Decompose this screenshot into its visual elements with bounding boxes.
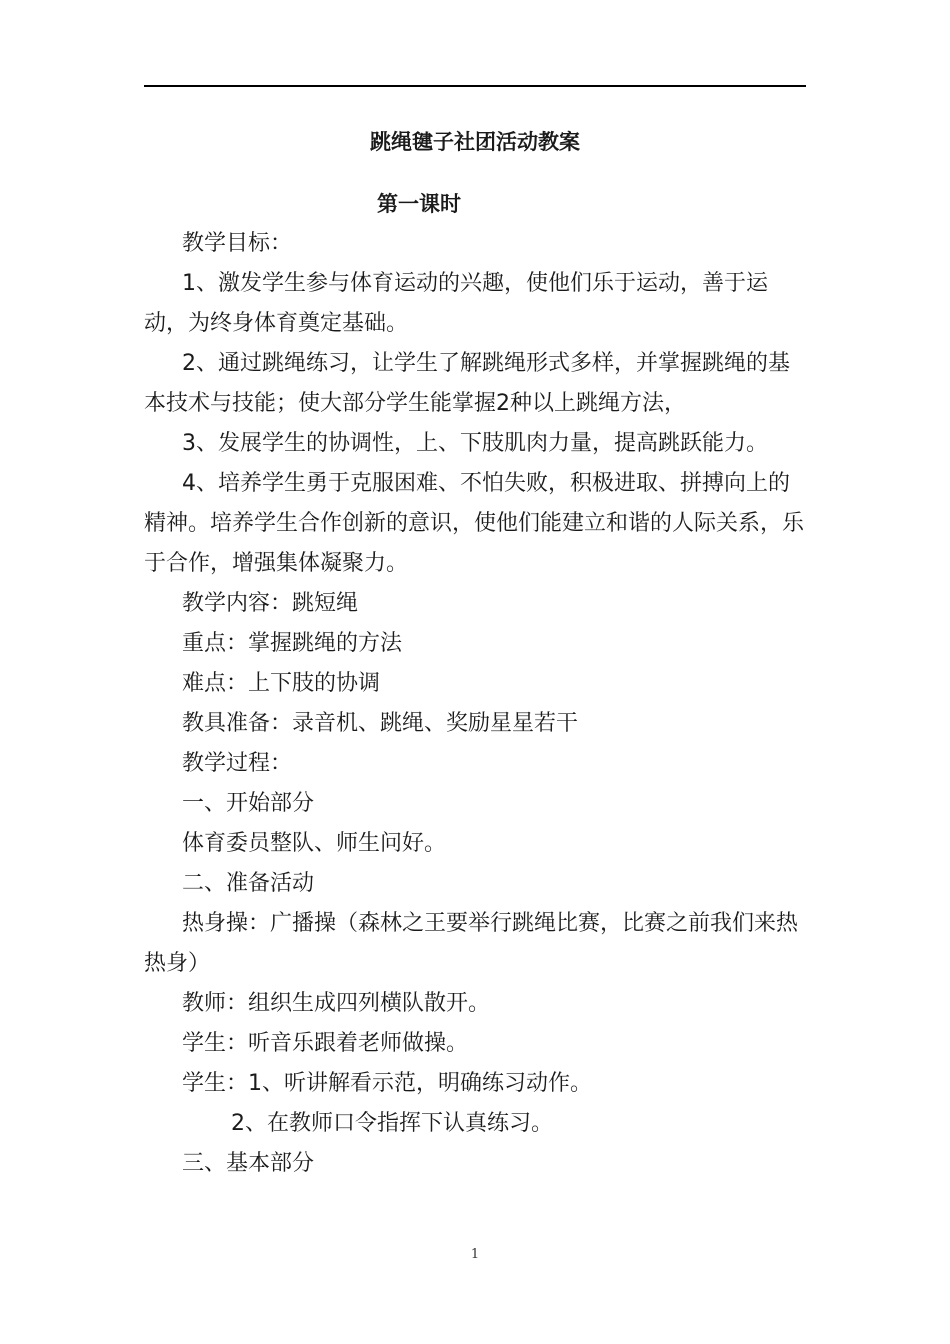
document-body — [144, 224, 808, 1184]
teaching-aids: 教具准备：录音机、跳绳、奖励星星若干 — [182, 711, 579, 736]
part-two-heading: 二、准备活动 — [182, 871, 315, 896]
difficult-point: 难点：上下肢的协调 — [182, 671, 381, 696]
objective-3: 3、发展学生的协调性，上、下肢肌肉力量，提高跳跃能力。 — [182, 431, 768, 456]
teacher-line: 教师：组织生成四列横队散开。 — [182, 991, 491, 1016]
warmup-line: 热身操：广播操（森林之王要举行跳绳比赛，比赛之前我们来热热身） — [144, 911, 799, 976]
page-number: 1 — [470, 1247, 480, 1262]
teaching-content: 教学内容：跳短绳 — [182, 591, 359, 616]
part-one-heading: 一、开始部分 — [182, 791, 315, 816]
part-one-line: 体育委员整队、师生问好。 — [182, 831, 447, 856]
objective-2: 2、通过跳绳练习，让学生了解跳绳形式多样，并掌握跳绳的基本技术与技能；使大部分学生能掌握2种以上跳绳方法， — [144, 351, 790, 416]
key-point: 重点：掌握跳绳的方法 — [182, 631, 403, 656]
part-three-heading: 三、基本部分 — [182, 1151, 315, 1176]
document-title: 跳绳毽子社团活动教案 — [370, 130, 580, 154]
student-line-1: 学生：听音乐跟着老师做操。 — [182, 1031, 469, 1056]
section-heading-process: 教学过程： — [182, 751, 293, 776]
student-line-2: 学生：1、听讲解看示范，明确练习动作。 — [182, 1071, 592, 1096]
student-line-3: 2、在教师口令指挥下认真练习。 — [231, 1111, 553, 1136]
lesson-title: 第一课时 — [377, 192, 461, 216]
objective-4: 4、培养学生勇于克服困难、不怕失败，积极进取、拼搏向上的精神。培养学生合作创新的意识，使他们能建立和谐的人际关系，乐于合作，增强集体凝聚力。 — [144, 471, 805, 576]
objective-1: 1、激发学生参与体育运动的兴趣，使他们乐于运动，善于运动，为终身体育奠定基础。 — [144, 271, 768, 336]
header-rule — [144, 85, 806, 87]
section-heading-objectives: 教学目标： — [182, 231, 293, 256]
